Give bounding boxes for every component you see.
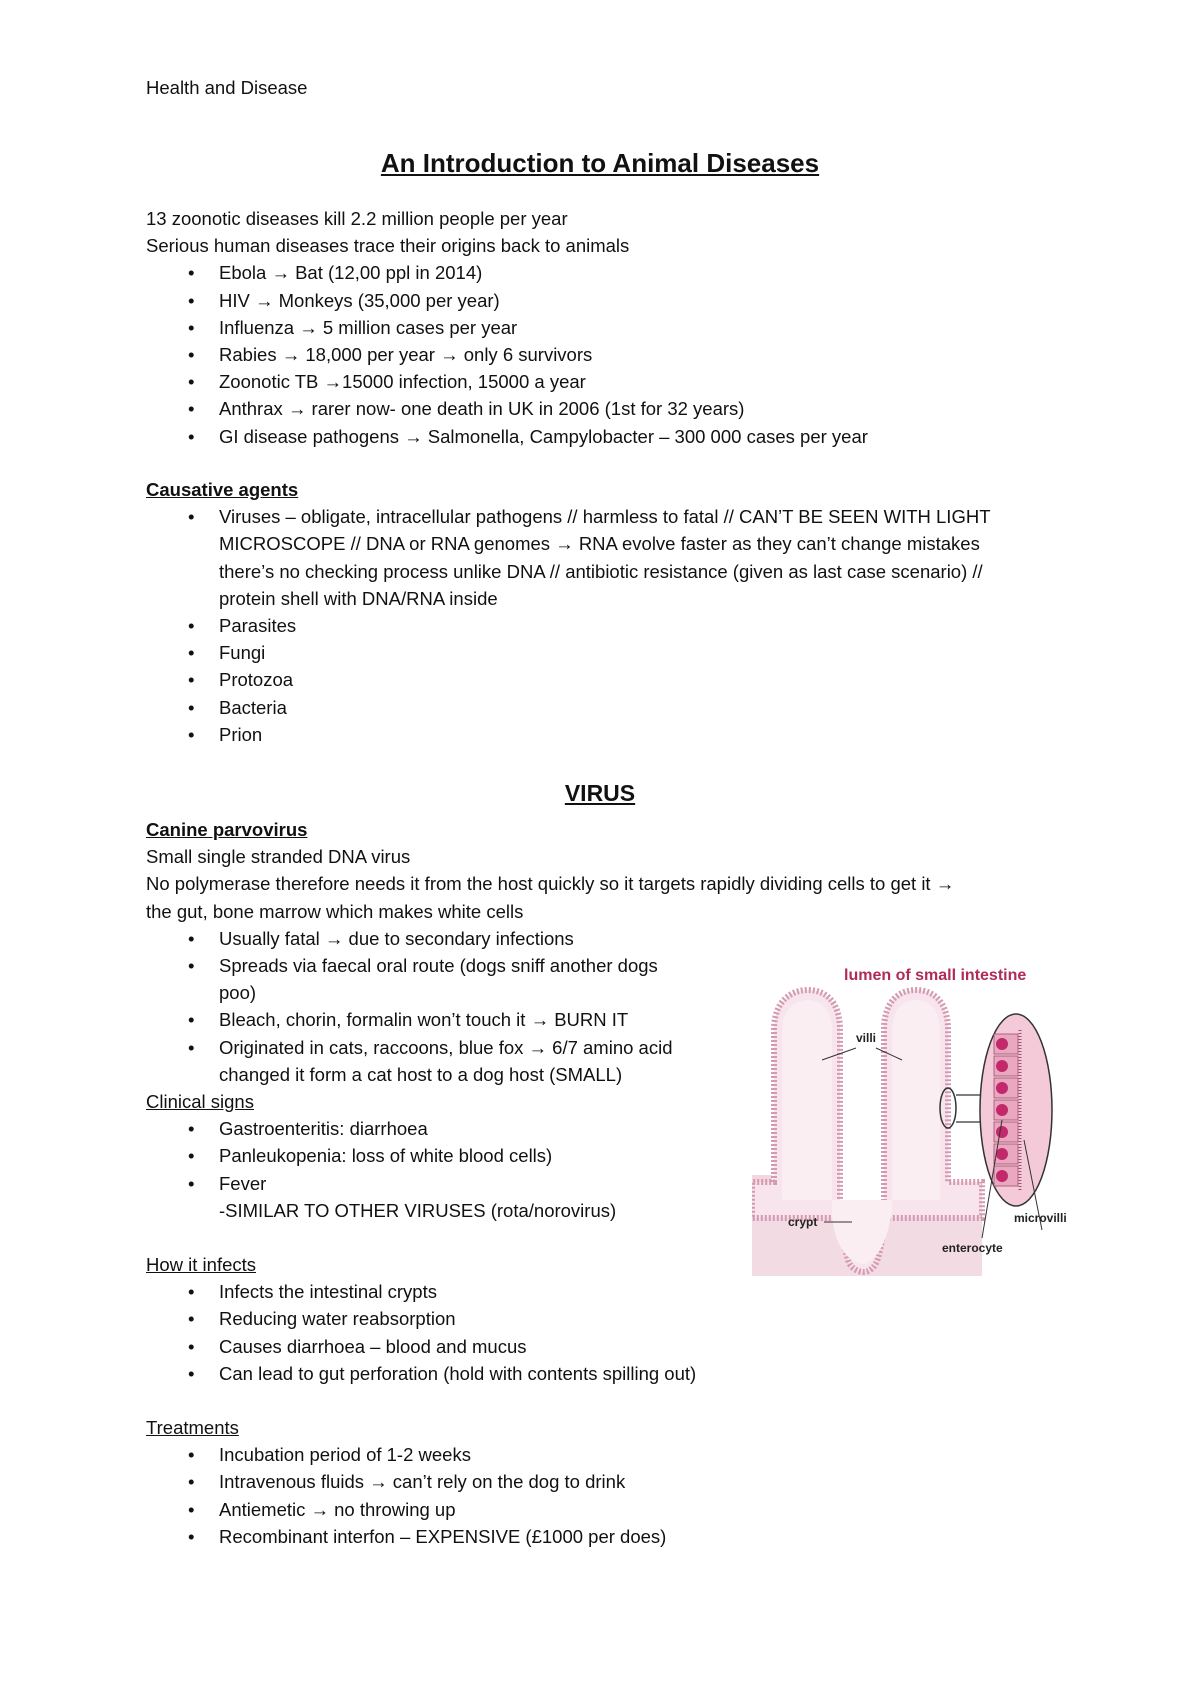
list-item: • Causes diarrhoea – blood and mucus xyxy=(146,1333,1066,1360)
parvo-line: No polymerase therefore needs it from the host quickly so it targets rapidly dividing cells to get it → xyxy=(146,873,955,895)
list-item: • Anthrax → rarer now- one death in UK in 2006 (1st for 32 years) xyxy=(146,395,1066,422)
enterocyte-label: enterocyte xyxy=(942,1241,1003,1255)
list-item xyxy=(146,503,1066,612)
section-heading: Treatments xyxy=(146,1417,239,1439)
list-item: • Intravenous fluids → can’t rely on the dog to drink xyxy=(146,1468,1066,1495)
nucleus xyxy=(996,1104,1008,1116)
list-item-line: • Spreads via faecal oral route (dogs sniff another dogs xyxy=(219,955,658,977)
list-item: • Influenza → 5 million cases per year xyxy=(146,314,1066,341)
nucleus xyxy=(996,1170,1008,1182)
causative-agents-list xyxy=(146,503,1066,748)
nucleus xyxy=(996,1126,1008,1138)
microvilli-label: microvilli xyxy=(1014,1211,1067,1225)
section-heading: Causative agents xyxy=(146,479,299,500)
nucleus xyxy=(996,1082,1008,1094)
diagram-title: lumen of small intestine xyxy=(844,967,1027,984)
section-heading: Canine parvovirus xyxy=(146,819,308,840)
intro-line: 13 zoonotic diseases kill 2.2 million people per year xyxy=(146,208,568,229)
intro-section xyxy=(146,205,1066,450)
page-title: An Introduction to Animal Diseases xyxy=(380,148,820,178)
list-item: • Reducing water reabsorption xyxy=(146,1305,1066,1332)
spacer xyxy=(146,1387,1066,1414)
list-item: • Infects the intestinal crypts xyxy=(146,1278,1066,1305)
nucleus xyxy=(996,1148,1008,1160)
section-heading: Clinical signs xyxy=(146,1091,254,1113)
list-item: • Ebola → Bat (12,00 ppl in 2014) xyxy=(146,259,1066,286)
list-item-line: poo) xyxy=(219,982,257,1004)
page-header: Health and Disease xyxy=(146,77,308,98)
section-heading: How it infects xyxy=(146,1254,257,1276)
list-item: • Recombinant interfon – EXPENSIVE (£1000 per does) xyxy=(146,1523,1066,1550)
villi-label: villi xyxy=(856,1031,877,1045)
list-item: • Bacteria xyxy=(146,694,1066,721)
parvo-line: the gut, bone marrow which makes white cells xyxy=(146,900,524,922)
list-item: • Fungi xyxy=(146,639,1066,666)
enterocyte-cells xyxy=(994,1030,1020,1192)
list-item: • GI disease pathogens → Salmonella, Campylobacter – 300 000 cases per year xyxy=(146,423,1066,450)
list-item: • Rabies → 18,000 per year → only 6 survivors xyxy=(146,341,1066,368)
virus-text-line: • Viruses – obligate, intracellular pathogens // harmless to fatal // CAN’T BE SEEN WITH LIGHT xyxy=(219,506,991,528)
small-intestine-diagram xyxy=(752,960,1074,1276)
zoonotic-disease-list xyxy=(146,259,1066,449)
list-item-line: changed it form a cat host to a dog host (SMALL) xyxy=(219,1063,623,1085)
nucleus xyxy=(996,1038,1008,1050)
list-item: • Zoonotic TB →15000 infection, 15000 a year xyxy=(146,368,1066,395)
treatments-list xyxy=(146,1441,1066,1550)
list-item: • Incubation period of 1-2 weeks xyxy=(146,1441,1066,1468)
virus-heading: VIRUS xyxy=(564,780,636,806)
intro-line: Serious human diseases trace their origins back to animals xyxy=(146,235,630,257)
list-item: • Panleukopenia: loss of white blood cells) xyxy=(146,1142,1066,1169)
causative-agents-section xyxy=(146,476,1066,748)
list-item-line: • Originated in cats, raccoons, blue fox → 6/7 amino acid xyxy=(219,1036,673,1058)
virus-text-line: protein shell with DNA/RNA inside xyxy=(219,587,498,609)
nucleus xyxy=(996,1060,1008,1072)
virus-text-line: MICROSCOPE // DNA or RNA genomes → RNA evolve faster as they can’t change mistakes xyxy=(219,533,980,555)
list-item: • Usually fatal → due to secondary infections xyxy=(146,925,1066,952)
list-item: • Bleach, chorin, formalin won’t touch it → BURN IT xyxy=(146,1006,1066,1033)
how-it-infects-list xyxy=(146,1278,1066,1387)
parvo-line: Small single stranded DNA virus xyxy=(146,846,411,868)
list-item: • Prion xyxy=(146,721,1066,748)
list-item: • HIV → Monkeys (35,000 per year) xyxy=(146,287,1066,314)
list-item: • Can lead to gut perforation (hold with contents spilling out) xyxy=(146,1360,1066,1387)
list-item: • Gastroenteritis: diarrhoea xyxy=(146,1115,1066,1142)
virus-text-line: there’s no checking process unlike DNA // antibiotic resistance (given as last case scenario) // xyxy=(219,560,983,582)
list-item: • Parasites xyxy=(146,612,1066,639)
list-item-line: -SIMILAR TO OTHER VIRUSES (rota/norovirus) xyxy=(219,1199,617,1221)
list-item-line: • Fever xyxy=(219,1172,267,1194)
crypt-label: crypt xyxy=(788,1215,818,1229)
list-item: • Protozoa xyxy=(146,666,1066,693)
list-item: • Antiemetic → no throwing up xyxy=(146,1496,1066,1523)
